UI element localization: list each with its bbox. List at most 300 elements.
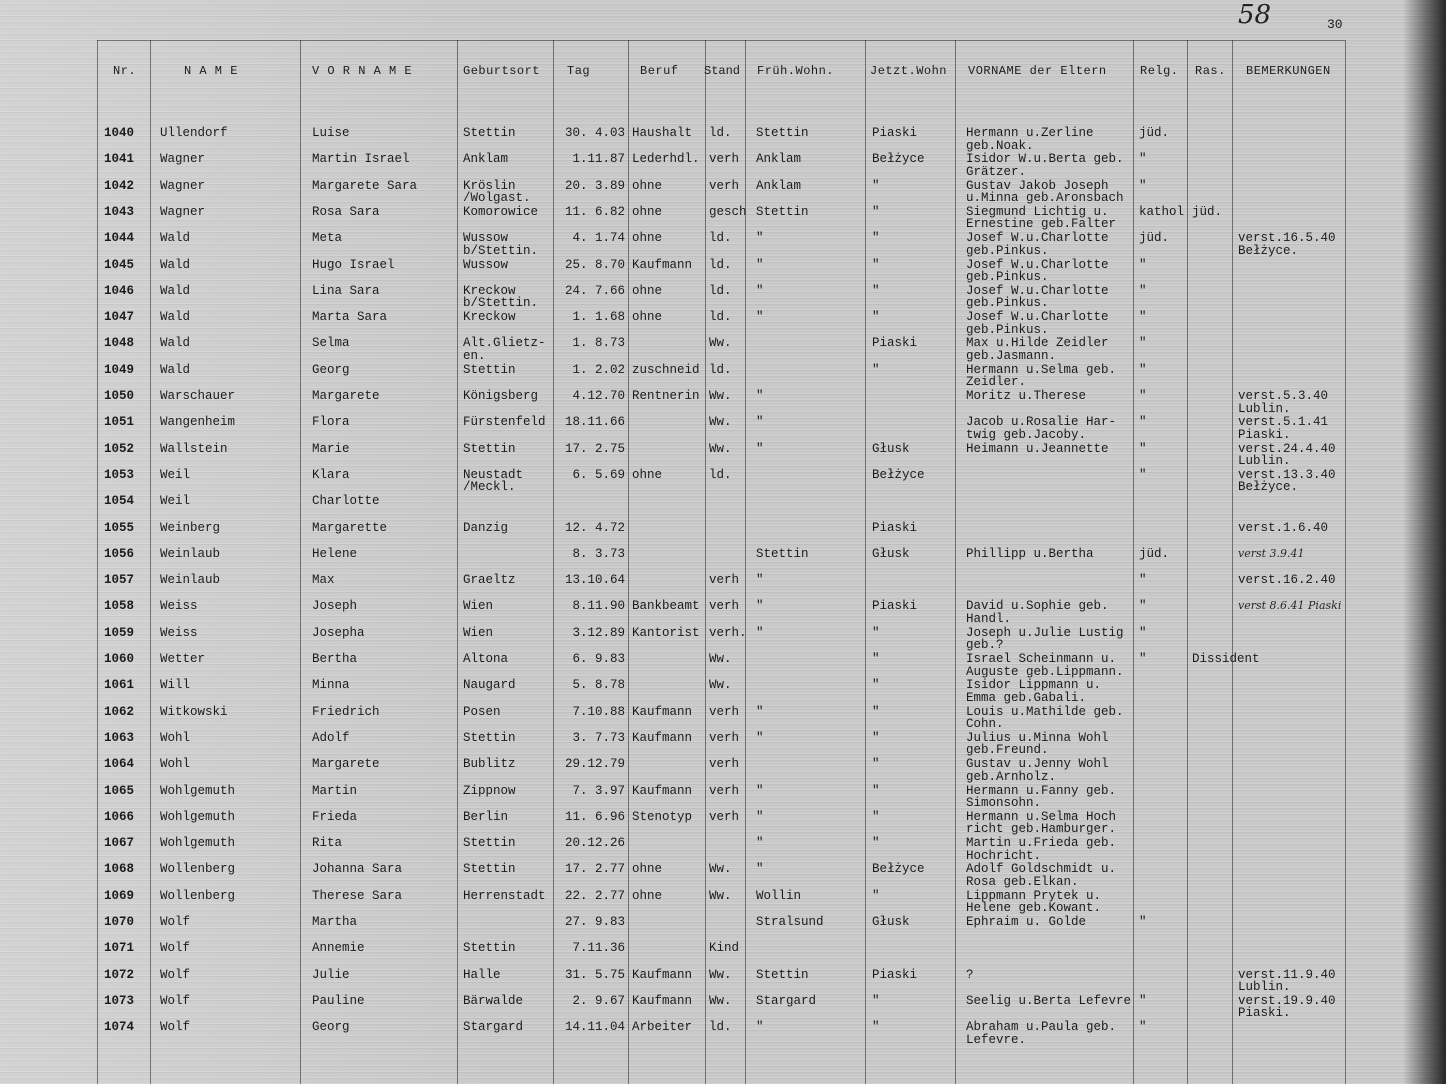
parents-names (966, 890, 1101, 915)
previous-residence: " (756, 1020, 764, 1035)
birthplace (463, 732, 516, 745)
previous-residence: " (756, 730, 764, 745)
marital-status: ld. (709, 1020, 732, 1035)
parents-names (966, 153, 1124, 178)
religion: " (1139, 362, 1147, 377)
marital-status: verh (709, 704, 740, 719)
register-row (0, 469, 1446, 495)
birthplace-line: Komorowice (463, 204, 539, 219)
parents-line: Isidor W.u.Berta geb. (966, 152, 1124, 167)
parents-line: Moritz u.Therese (966, 389, 1087, 403)
column-header-jetzt-wohn: Jetzt.Wohn (870, 64, 948, 78)
current-residence: " (872, 704, 880, 719)
birth-date: 7.10.88 (572, 704, 625, 719)
remarks-line: Piaski. (1238, 427, 1291, 442)
parents-line: Max u.Hilde Zeidler (966, 336, 1109, 351)
register-row (0, 706, 1446, 732)
marital-status: ld. (709, 467, 732, 482)
parents-line: geb.Pinkus. (966, 296, 1049, 311)
surname: Wagner (160, 152, 206, 167)
parents-line: Gustav Jakob Joseph (966, 178, 1109, 193)
birth-date: 6. 5.69 (572, 467, 625, 482)
surname: Wollenberg (160, 862, 236, 877)
parents-names (966, 627, 1124, 652)
parents-names (966, 916, 1086, 929)
previous-residence: " (756, 573, 764, 588)
birthplace-line: Halle (463, 967, 501, 982)
birthplace-line: b/Stettin. (463, 296, 539, 311)
religion: " (1139, 441, 1147, 456)
birthplace-line: Stettin (463, 730, 516, 745)
entry-number: 1052 (104, 441, 135, 456)
register-row (0, 837, 1446, 863)
column-header-geburtsort: Geburtsort (463, 64, 541, 78)
religion: " (1139, 310, 1147, 325)
previous-residence: " (756, 625, 764, 640)
parents-names (966, 837, 1116, 862)
surname: Weiss (160, 599, 198, 614)
birth-date: 24. 7.66 (564, 283, 625, 298)
given-name: Bertha (312, 652, 358, 666)
surname: Wohlgemuth (160, 783, 236, 798)
remarks-line: verst.1.6.40 (1238, 520, 1329, 535)
previous-residence: " (756, 257, 764, 272)
parents-names (966, 232, 1109, 257)
occupation: Kaufmann (632, 967, 693, 982)
parents-line: Hermann u.Zerline (966, 126, 1094, 140)
birth-date: 20. 3.89 (564, 178, 625, 193)
given-name: Frieda (312, 809, 358, 824)
occupation: ohne (632, 888, 663, 903)
birth-date: 29.12.79 (564, 757, 625, 772)
current-residence: Głusk (872, 546, 910, 561)
given-name: Flora (312, 415, 350, 430)
birthplace-line: Stettin (463, 862, 516, 877)
birth-date: 11. 6.82 (564, 204, 625, 219)
religion: " (1139, 573, 1147, 588)
birth-date: 1. 2.02 (572, 362, 625, 377)
remarks-line: verst.11.9.40 (1238, 967, 1336, 982)
occupation: ohne (632, 862, 663, 877)
birthplace (463, 469, 523, 494)
surname: Witkowski (160, 704, 228, 719)
register-row (0, 495, 1446, 521)
entry-number: 1066 (104, 809, 135, 824)
parents-line: Lefevre. (966, 1032, 1027, 1047)
register-row (0, 259, 1446, 285)
surname: Wolf (160, 941, 191, 956)
surname: Wald (160, 336, 191, 351)
marital-status: verh (709, 809, 740, 824)
entry-number: 1043 (104, 204, 135, 219)
register-row (0, 337, 1446, 363)
birthplace-line: Wien (463, 599, 494, 614)
entry-number: 1044 (104, 231, 135, 246)
entry-number: 1072 (104, 967, 135, 982)
occupation: Kaufmann (632, 993, 693, 1008)
parents-line: Adolf Goldschmidt u. (966, 862, 1117, 877)
current-residence: " (872, 178, 880, 193)
parents-names (966, 995, 1131, 1008)
given-name: Meta (312, 231, 343, 246)
parents-line: Isidor Lippmann u. (966, 678, 1102, 693)
entry-number: 1062 (104, 704, 135, 719)
birthplace-line: Altona (463, 652, 509, 666)
given-name: Luise (312, 126, 350, 140)
given-name: Marie (312, 441, 350, 456)
current-residence: " (872, 652, 880, 666)
parents-names (966, 285, 1109, 310)
register-row (0, 942, 1446, 968)
religion: " (1139, 467, 1147, 482)
given-name: Pauline (312, 993, 365, 1008)
birthplace (463, 679, 516, 692)
birthplace-line: Wien (463, 625, 494, 640)
birthplace-line: /Wolgast. (463, 191, 531, 206)
remarks-line: Piaski. (1238, 1006, 1291, 1021)
register-row (0, 127, 1446, 153)
previous-residence: Stargard (756, 993, 817, 1008)
surname: Warschauer (160, 389, 236, 403)
entry-number: 1070 (104, 915, 135, 929)
marital-status: ld. (709, 283, 732, 298)
entry-number: 1054 (104, 494, 135, 509)
current-residence: " (872, 204, 880, 219)
birthplace (463, 863, 516, 876)
surname: Wolf (160, 967, 191, 982)
parents-line: Hermann u.Fanny geb. (966, 783, 1117, 798)
birthplace-line: Graeltz (463, 573, 516, 588)
previous-residence: " (756, 836, 764, 851)
parents-names (966, 600, 1109, 625)
register-row (0, 785, 1446, 811)
occupation: ohne (632, 231, 663, 246)
parents-line: Auguste geb.Lippmann. (966, 664, 1124, 679)
birth-date: 4. 1.74 (572, 231, 625, 246)
birthplace (463, 653, 508, 666)
register-row (0, 153, 1446, 179)
parents-line: Louis u.Mathilde geb. (966, 704, 1124, 719)
given-name: Josepha (312, 625, 365, 640)
parents-names (966, 443, 1109, 456)
surname: Wohlgemuth (160, 836, 236, 851)
given-name: Minna (312, 678, 350, 693)
remarks (1238, 232, 1336, 257)
surname: Wagner (160, 204, 206, 219)
birthplace (463, 811, 508, 824)
remarks (1238, 390, 1328, 415)
parents-line: Heimann u.Jeannette (966, 441, 1109, 456)
occupation: Kaufmann (632, 704, 693, 719)
occupation: Arbeiter (632, 1020, 693, 1035)
marital-status: ld. (709, 231, 732, 246)
parents-line: Grätzer. (966, 164, 1027, 179)
current-residence: " (872, 231, 880, 246)
parents-line: Hermann u.Selma Hoch (966, 809, 1117, 824)
race: Dissident (1192, 652, 1260, 666)
birthplace (463, 574, 516, 587)
parents-names (966, 653, 1124, 678)
given-name: Martin (312, 783, 358, 798)
given-name: Rita (312, 836, 343, 851)
surname: Wagner (160, 178, 206, 193)
register-row (0, 600, 1446, 626)
parents-line: Simonsohn. (966, 796, 1042, 810)
parents-names (966, 311, 1109, 336)
marital-status: gesch (709, 204, 747, 219)
parents-line: geb.Pinkus. (966, 243, 1049, 258)
current-residence: " (872, 1020, 880, 1035)
religion: " (1139, 652, 1147, 666)
remarks (1238, 416, 1328, 441)
parents-line: Ephraim u. Golde (966, 915, 1087, 929)
previous-residence: Anklam (756, 178, 802, 193)
given-name: Rosa Sara (312, 204, 380, 219)
remarks (1238, 443, 1336, 468)
occupation: Lederhdl. (632, 152, 700, 167)
birthplace (463, 416, 546, 429)
parents-names (966, 127, 1094, 152)
register-row (0, 574, 1446, 600)
parents-names (966, 706, 1124, 731)
birthplace (463, 337, 546, 362)
birth-date: 5. 8.78 (572, 678, 625, 693)
parents-names (966, 259, 1109, 284)
religion: " (1139, 415, 1147, 430)
parents-line: Jacob u.Rosalie Har- (966, 415, 1117, 430)
current-residence: " (872, 888, 880, 903)
birthplace-line: Naugard (463, 678, 516, 693)
given-name: Charlotte (312, 494, 380, 509)
surname: Wald (160, 310, 191, 325)
occupation: ohne (632, 283, 663, 298)
given-name: Helene (312, 546, 358, 561)
birthplace-line: Kröslin (463, 178, 516, 193)
birth-date: 31. 5.75 (564, 967, 625, 982)
parents-names (966, 785, 1116, 810)
birth-date: 17. 2.77 (564, 862, 625, 877)
given-name: Hugo Israel (312, 257, 395, 272)
previous-residence: Anklam (756, 152, 802, 167)
previous-residence: " (756, 310, 764, 325)
religion: " (1139, 257, 1147, 272)
entry-number: 1061 (104, 678, 135, 693)
parents-names (966, 548, 1094, 561)
current-residence: Piaski (872, 520, 918, 535)
entry-number: 1067 (104, 836, 135, 851)
register-row (0, 522, 1446, 548)
birth-date: 17. 2.75 (564, 441, 625, 456)
occupation: Bankbeamt (632, 599, 700, 614)
current-residence: " (872, 283, 880, 298)
parents-line: Josef W.u.Charlotte (966, 283, 1109, 298)
previous-residence: Stettin (756, 126, 809, 140)
marital-status: verh (709, 730, 740, 745)
marital-status: ld. (709, 310, 732, 325)
parents-names (966, 364, 1116, 389)
occupation: Kaufmann (632, 783, 693, 798)
remarks-line: verst 8.6.41 Piaski (1238, 599, 1342, 613)
register-row (0, 732, 1446, 758)
birthplace (463, 942, 516, 955)
religion: " (1139, 625, 1147, 640)
entry-number: 1056 (104, 546, 135, 561)
parents-names (966, 180, 1124, 205)
previous-residence: Stettin (756, 204, 809, 219)
birthplace-line: Herrenstadt (463, 888, 546, 903)
surname: Wohl (160, 730, 191, 745)
birthplace (463, 600, 493, 613)
given-name: Margarete (312, 389, 380, 403)
entry-number: 1042 (104, 178, 135, 193)
remarks-line: verst.16.2.40 (1238, 573, 1336, 588)
parents-names (966, 206, 1116, 231)
birth-date: 11. 6.96 (564, 809, 625, 824)
register-row (0, 232, 1446, 258)
surname: Wald (160, 283, 191, 298)
religion: " (1139, 178, 1147, 193)
birth-date: 12. 4.72 (564, 520, 625, 535)
parents-names (966, 758, 1109, 783)
birth-date: 25. 8.70 (564, 257, 625, 272)
given-name: Georg (312, 1020, 350, 1035)
birth-date: 8.11.90 (572, 599, 625, 614)
register-row (0, 653, 1446, 679)
surname: Wallstein (160, 441, 228, 456)
occupation: Stenotyp (632, 809, 693, 824)
parents-line: Seelig u.Berta Lefevre (966, 993, 1132, 1008)
marital-status: verh (709, 783, 740, 798)
birthplace-line: Stettin (463, 941, 516, 956)
given-name: Martha (312, 915, 358, 929)
parents-line: richt geb.Hamburger. (966, 822, 1117, 837)
given-name: Georg (312, 362, 350, 377)
birthplace-line: Zippnow (463, 783, 516, 798)
parents-line: Joseph u.Julie Lustig (966, 625, 1124, 640)
remarks (1238, 522, 1328, 535)
current-residence: Piaski (872, 126, 918, 140)
given-name: Lina Sara (312, 283, 380, 298)
remarks (1238, 995, 1336, 1020)
marital-status: Ww. (709, 967, 732, 982)
register-row (0, 180, 1446, 206)
occupation: Kaufmann (632, 257, 693, 272)
register-row (0, 863, 1446, 889)
surname: Wolf (160, 915, 191, 929)
birth-date: 3. 7.73 (572, 730, 625, 745)
parents-line: geb.Arnholz. (966, 769, 1057, 784)
given-name: Margarete Sara (312, 178, 418, 193)
parents-line: Israel Scheinmann u. (966, 652, 1117, 666)
surname: Wald (160, 362, 191, 377)
register-row (0, 995, 1446, 1021)
entry-number: 1071 (104, 941, 135, 956)
entry-number: 1048 (104, 336, 135, 351)
entry-number: 1041 (104, 152, 135, 167)
birthplace (463, 443, 516, 456)
surname: Wetter (160, 652, 206, 666)
marital-status: Ww. (709, 678, 732, 693)
birthplace (463, 837, 516, 850)
birthplace-line: Neustadt (463, 467, 524, 482)
parents-names (966, 1021, 1116, 1046)
current-residence: Piaski (872, 967, 918, 982)
current-residence: Głusk (872, 441, 910, 456)
birth-date: 2. 9.67 (572, 993, 625, 1008)
given-name: Julie (312, 967, 350, 982)
given-name: Margarete (312, 757, 380, 772)
entry-number: 1049 (104, 362, 135, 377)
previous-residence: " (756, 441, 764, 456)
register-row (0, 416, 1446, 442)
birthplace-line: Stettin (463, 362, 516, 377)
marital-status: verh (709, 178, 740, 193)
birth-date: 18.11.66 (564, 415, 625, 430)
remarks-line: verst.24.4.40 (1238, 441, 1336, 456)
entry-number: 1058 (104, 599, 135, 614)
birthplace (463, 890, 546, 903)
birth-date: 27. 9.83 (564, 915, 625, 929)
given-name: Marta Sara (312, 310, 388, 325)
marital-status: verh (709, 757, 740, 772)
register-row (0, 206, 1446, 232)
entry-number: 1053 (104, 467, 135, 482)
current-residence: " (872, 362, 880, 377)
birthplace-line: Königsberg (463, 389, 539, 403)
remarks (1238, 574, 1336, 587)
parents-line: Lippmann Prytek u. (966, 888, 1102, 903)
parents-names (966, 969, 974, 982)
register-row (0, 890, 1446, 916)
previous-residence: " (756, 704, 764, 719)
given-name: Max (312, 573, 335, 588)
religion: " (1139, 915, 1147, 929)
column-header-vorname: V O R N A M E (312, 64, 413, 78)
surname: Ullendorf (160, 126, 228, 140)
remarks-line: Lublin. (1238, 980, 1291, 995)
previous-residence: Stettin (756, 967, 809, 982)
remarks (1238, 548, 1305, 561)
surname: Weinlaub (160, 573, 221, 588)
parents-names (966, 732, 1109, 757)
remarks (1238, 969, 1336, 994)
surname: Wolf (160, 993, 191, 1008)
birth-date: 14.11.04 (564, 1020, 625, 1035)
entry-number: 1069 (104, 888, 135, 903)
marital-status: ld. (709, 362, 732, 377)
remarks-line: Lublin. (1238, 454, 1291, 469)
birthplace (463, 522, 508, 535)
marital-status: Ww. (709, 389, 732, 403)
parents-line: Julius u.Minna Wohl (966, 730, 1109, 745)
surname: Wohl (160, 757, 191, 772)
surname: Wald (160, 257, 191, 272)
entry-number: 1065 (104, 783, 135, 798)
entry-number: 1046 (104, 283, 135, 298)
parents-line: Zeidler. (966, 375, 1027, 390)
entry-number: 1057 (104, 573, 135, 588)
parents-line: Gustav u.Jenny Wohl (966, 757, 1109, 772)
entry-number: 1063 (104, 730, 135, 745)
given-name: Friedrich (312, 704, 380, 719)
birth-date: 7.11.36 (572, 941, 625, 956)
birthplace-line: b/Stettin. (463, 243, 539, 258)
parents-line: Phillipp u.Bertha (966, 546, 1094, 561)
birthplace-line: Wussow (463, 257, 509, 272)
birthplace (463, 390, 538, 403)
typed-page-number: 30 (1327, 17, 1343, 32)
given-name: Klara (312, 467, 350, 482)
